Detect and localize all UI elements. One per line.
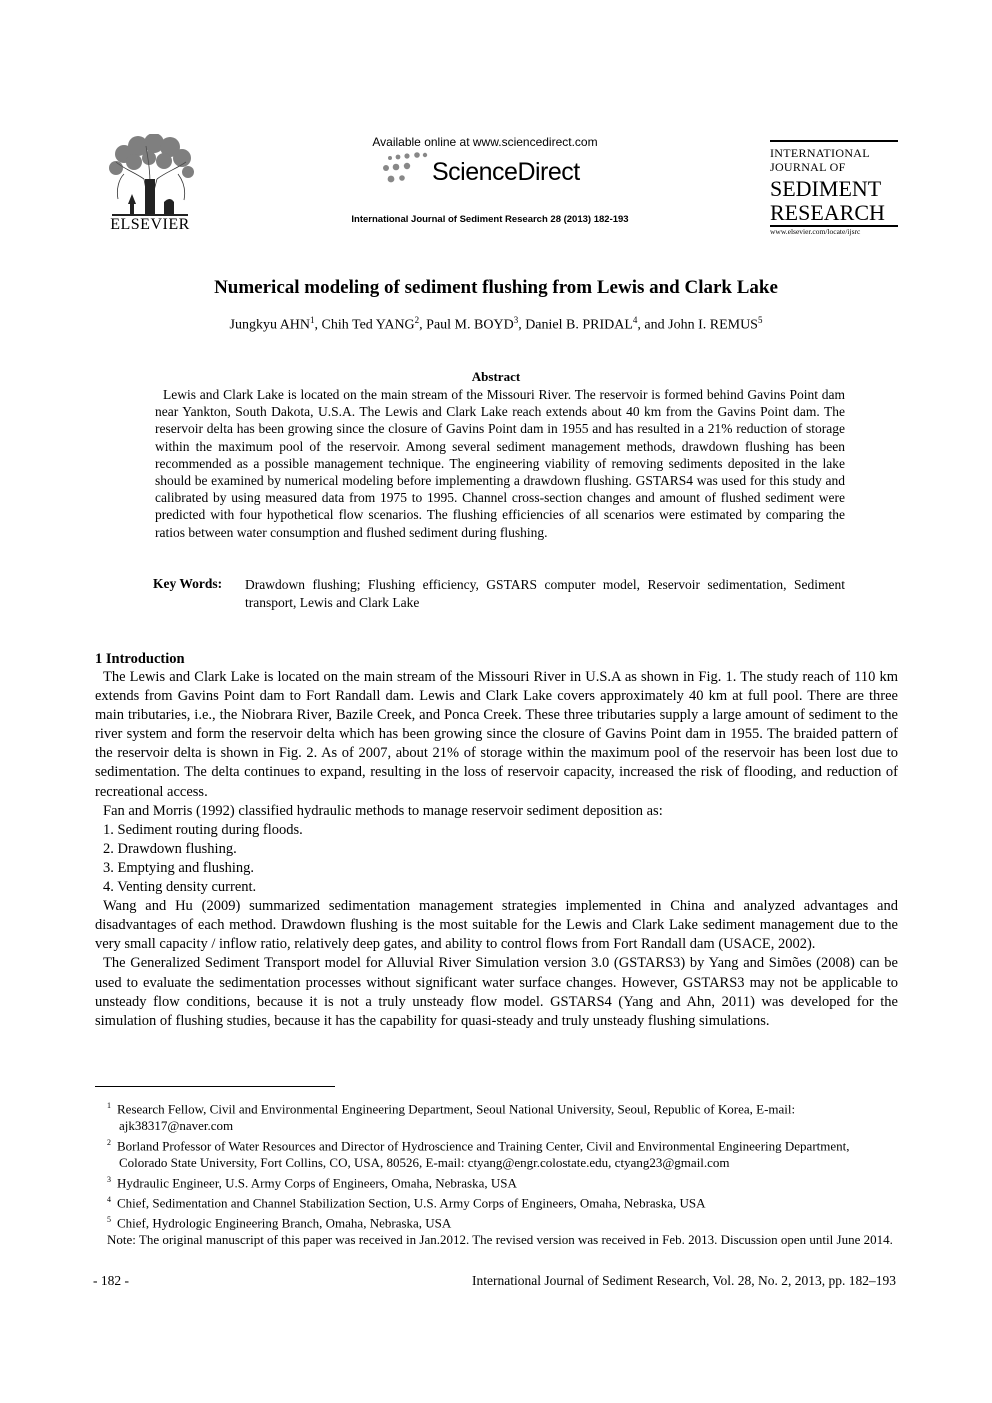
journal-logo-line2: JOURNAL OF (770, 160, 846, 174)
journal-url[interactable]: www.elsevier.com/locate/ijsrc (770, 227, 861, 236)
author-name: Daniel B. PRIDAL (525, 317, 633, 333)
footnote: $^2$ Borland Professor of Water Resources and Director of Hydroscience and Training Center, Civil and Environmental Engineering Department, Colorado State University, Fort Collins, CO, USA, 80526, E-mail: ctyang@engr.colostate.edu, ctyang23@gmail.com (107, 1137, 850, 1171)
paper-title: Numerical modeling of sediment flushing from Lewis and Clark Lake (214, 277, 778, 298)
footnote: $^5$ Chief, Hydrologic Engineering Branch, Omaha, Nebraska, USA (107, 1215, 452, 1231)
list-item: 1. Sediment routing during floods. (103, 821, 303, 838)
author-name: Jungkyu AHN (229, 317, 311, 333)
footer-journal-reference: International Journal of Sediment Research, Vol. 28, No. 2, 2013, pp. 182–193 (472, 1273, 896, 1288)
author-name: John I. REMUS (668, 317, 758, 333)
footnote-divider (95, 1086, 335, 1087)
publisher-name: ELSEVIER (110, 216, 190, 233)
author-affiliation-mark: 1 (310, 315, 315, 325)
journal-logo-line4: RESEARCH (770, 200, 885, 225)
list-item: 3. Emptying and flushing. (103, 859, 255, 876)
abstract-heading: Abstract (471, 369, 521, 384)
paragraph: The Lewis and Clark Lake is located on the main stream of the Missouri River in U.S.A as shown in Fig. 1. The study reach of 110 km extends from Gavins Point dam to Fort Randall dam. Lewis and Clark Lake covers approximately 40 km at full pool. There are three main tributaries, i.e., the Niobrara River, Bazile Creek, and Ponca Creek. These three tributaries supply a large amount of sediment to the river system and form the reservoir delta which has been growing since the closure of Gavins Point dam in 1955. The braided pattern of the reservoir delta is shown in Fig. 2. As of 2007, about 21% of storage within the maximum pool of the reservoir has been lost due to sedimentation. The delta continues to expand, resulting in the loss of reservoir capacity, increased the risk of flooding, and reduction of recreational access. (95, 669, 898, 800)
list-item: 2. Drawdown flushing. (103, 840, 237, 857)
journal-reference: International Journal of Sediment Research 28 (2013) 182-193 (351, 214, 629, 225)
abstract-text: Lewis and Clark Lake is located on the main stream of the Missouri River. The reservoir is formed behind Gavins Point dam near Yankton, South Dakota, U.S.A. The Lewis and Clark Lake reach extends about 40 km from the Gavins Point dam. The reservoir delta has been growing since the closure of Gavins Point dam in 1955 and has resulted in a 21% reduction of storage within the maximum pool of the reservoir. Among several sediment management methods, drawdown flushing has been recommended as a possible management technique. The engineering viability of removing sediments deposited in the lake should be examined by numerical modeling before implementing a drawdown flushing. GSTARS4 was used for this study and calibrated by using measured data from 1975 to 1995. Channel cross-section changes and amount of flushed sediment were predicted with four hypothetical flow scenarios. The flushing efficiencies of all scenarios were estimated by comparing the ratios between water consumption and flushed sediment during flushing. (155, 387, 845, 540)
journal-logo-line1: INTERNATIONAL (770, 146, 870, 160)
journal-logo-line3: SEDIMENT (770, 176, 882, 201)
author-list: Jungkyu AHN$^1$, Chih Ted YANG$^2$, Paul M. BOYD$^3$, Daniel B. PRIDAL$^4$, and John I. REMUS$^5$ (229, 315, 763, 333)
footnotes (107, 1098, 893, 1249)
introduction-body (95, 668, 898, 1031)
manuscript-note: Note: The original manuscript of this paper was received in Jan.2012. The revised version was received in Feb. 2013. Discussion open until June 2014. (107, 1232, 893, 1248)
sciencedirect-wordmark: ScienceDirect (432, 158, 580, 186)
author-name: Chih Ted YANG (321, 317, 415, 333)
keywords-label: Key Words: (153, 576, 223, 591)
footnote: $^3$ Hydraulic Engineer, U.S. Army Corps of Engineers, Omaha, Nebraska, USA (107, 1174, 517, 1191)
author-affiliation-mark: 4 (632, 315, 638, 325)
author-affiliation-mark: 2 (414, 315, 420, 325)
list-item: 4. Venting density current. (103, 879, 257, 896)
paragraph: Fan and Morris (1992) classified hydraulic methods to manage reservoir sediment deposition as: (103, 802, 663, 819)
sciencedirect-dots-icon (382, 152, 428, 184)
author-affiliation-mark: 5 (757, 315, 763, 325)
footnote: $^4$ Chief, Sedimentation and Channel Stabilization Section, U.S. Army Corps of Engineers, Omaha, Nebraska, USA (107, 1194, 706, 1211)
available-online-text[interactable]: Available online at www.sciencedirect.com (372, 135, 598, 149)
page-number: - 182 - (93, 1273, 129, 1288)
keywords-text: Drawdown flushing; Flushing efficiency, GSTARS computer model, Reservoir sedimentation, Sediment transport, Lewis and Clark Lake (245, 577, 845, 610)
journal-logo (770, 140, 898, 236)
paragraph: Wang and Hu (2009) summarized sedimentation management strategies implemented in China and analyzed advantages and disadvantages of each method. Drawdown flushing is the most suitable for the Lewis and Clark Lake sediment management due to the very small capacity / inflow ratio, relatively deep gates, and ability to control flows from Fort Randall dam (USACE, 2002). (95, 898, 898, 953)
section-heading-introduction: 1 Introduction (95, 651, 185, 667)
author-name: Paul M. BOYD (426, 317, 514, 333)
author-affiliation-mark: 3 (513, 315, 519, 325)
paragraph: The Generalized Sediment Transport model for Alluvial River Simulation version 3.0 (GSTARS3) by Yang and Simões (2008) can be used to evaluate the sedimentation processes without significant water surface changes. However, GSTARS3 may not be applicable to unsteady flow conditions, because it is not a truly unsteady flow model. GSTARS4 (Yang and Ahn, 2011) was developed for the simulation of flushing studies, because it has the capability for quasi-steady and truly unsteady flushing simulations. (95, 955, 898, 1029)
footnote: $^1$ Research Fellow, Civil and Environmental Engineering Department, Seoul National University, Seoul, Republic of Korea, E-mail: ajk38317@naver.com (107, 1101, 796, 1134)
